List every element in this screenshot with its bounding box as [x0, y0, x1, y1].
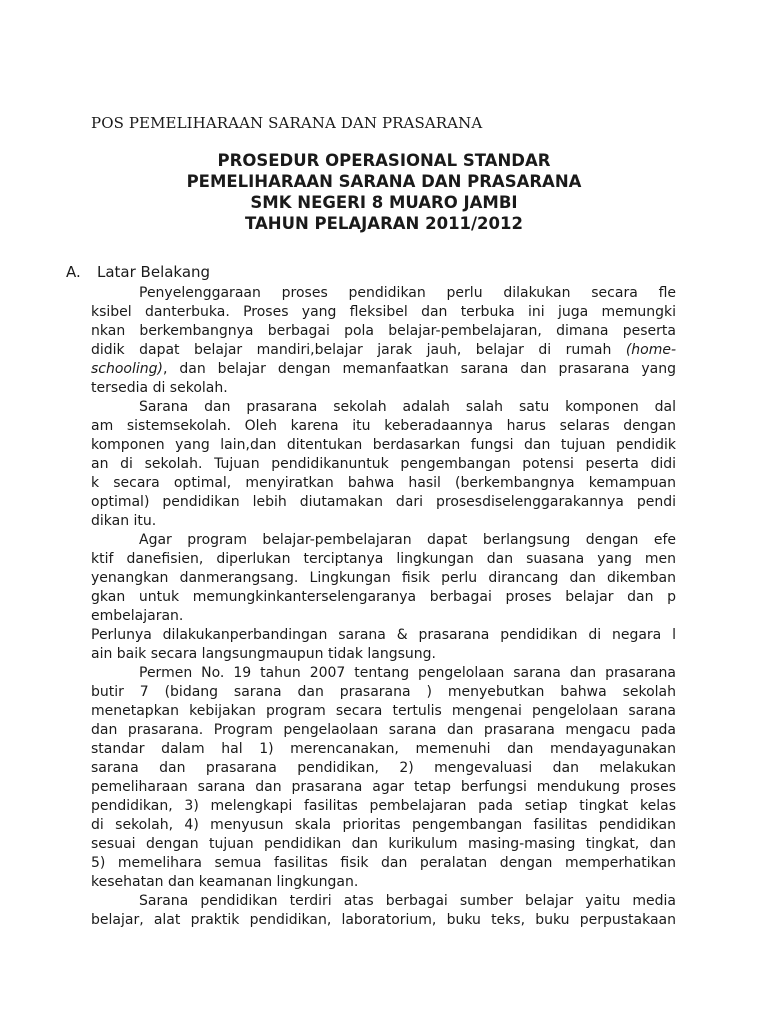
text-line: standar dalam hal 1) merencanakan, memenuhi dan mendayagunakan: [91, 741, 676, 757]
document-title: [0, 150, 768, 234]
text-line: pemeliharaan sarana dan prasarana agar tetap berfungsi mendukung proses: [91, 779, 676, 795]
text-line: 5) memelihara semua fasilitas fisik dan peralatan dengan memperhatikan: [91, 855, 676, 871]
text-line: didik dapat belajar mandiri,belajar jarak jauh, belajar di rumah (home-: [91, 342, 677, 358]
section-heading: [66, 263, 210, 281]
text-line: butir 7 (bidang sarana dan prasarana ) menyebutkan bahwa sekolah: [91, 684, 676, 700]
section-number: A.: [66, 263, 81, 281]
title-line: PEMELIHARAAN SARANA DAN PRASARANA: [186, 172, 582, 191]
text-line: Sarana dan prasarana sekolah adalah salah satu komponen dal: [139, 399, 676, 415]
text-line: pendidikan, 3) melengkapi fasilitas pembelajaran pada setiap tingkat kelas: [91, 798, 676, 814]
text-line: belajar, alat praktik pendidikan, laboratorium, buku teks, buku perpustakaan: [91, 912, 676, 928]
text-line: dan prasarana. Program pengelaolaan sarana dan prasarana mengacu pada: [91, 722, 676, 738]
text-line: sarana dan prasarana pendidikan, 2) mengevaluasi dan melakukan: [91, 760, 676, 776]
text-line: optimal) pendidikan lebih diutamakan dari prosesdiselenggarakannya pendi: [91, 494, 676, 510]
text-line: menetapkan kebijakan program secara tertulis mengenai pengelolaan sarana: [91, 703, 676, 719]
title-line: TAHUN PELAJARAN 2011/2012: [245, 214, 523, 233]
text-line: Sarana pendidikan terdiri atas berbagai sumber belajar yaitu media: [139, 893, 676, 909]
text-line: ktif danefisien, diperlukan terciptanya lingkungan dan suasana yang men: [91, 551, 676, 567]
text-line: Perlunya dilakukanperbandingan sarana & prasarana pendidikan di negara l: [91, 627, 676, 643]
text-line: embelajaran.: [91, 608, 184, 624]
title-line: SMK NEGERI 8 MUARO JAMBI: [250, 193, 518, 212]
body-text: [91, 284, 676, 930]
text-line: ain baik secara langsungmaupun tidak langsung.: [91, 646, 437, 662]
text-line: Penyelenggaraan proses pendidikan perlu dilakukan secara fle: [139, 285, 676, 301]
text-line: am sistemsekolah. Oleh karena itu keberadaannya harus selaras dengan: [91, 418, 676, 434]
text-line: dikan itu.: [91, 513, 157, 529]
text-line: kesehatan dan keamanan lingkungan.: [91, 874, 359, 890]
text-line: yenangkan danmerangsang. Lingkungan fisik perlu dirancang dan dikemban: [91, 570, 676, 586]
text-line: di sekolah, 4) menyusun skala prioritas pengembangan fasilitas pendidikan: [91, 817, 676, 833]
text-line: nkan berkembangnya berbagai pola belajar-pembelajaran, dimana peserta: [91, 323, 676, 339]
text-line: Agar program belajar-pembelajaran dapat berlangsung dengan efe: [139, 532, 676, 548]
title-line: PROSEDUR OPERASIONAL STANDAR: [217, 151, 551, 170]
text-line: komponen yang lain,dan ditentukan berdasarkan fungsi dan tujuan pendidik: [91, 437, 676, 453]
text-line: sesuai dengan tujuan pendidikan dan kurikulum masing-masing tingkat, dan: [91, 836, 676, 852]
document-header: POS PEMELIHARAAN SARANA DAN PRASARANA: [91, 114, 483, 132]
text-line: Permen No. 19 tahun 2007 tentang pengelolaan sarana dan prasarana: [139, 665, 676, 681]
text-line: an di sekolah. Tujuan pendidikanuntuk pengembangan potensi peserta didi: [91, 456, 676, 472]
text-line: schooling), dan belajar dengan memanfaatkan sarana dan prasarana yang: [91, 361, 676, 377]
section-title: Latar Belakang: [97, 263, 211, 281]
text-line: tersedia di sekolah.: [91, 380, 228, 396]
text-line: gkan untuk memungkinkanterselengaranya berbagai proses belajar dan p: [91, 589, 676, 605]
text-line: k secara optimal, menyiratkan bahwa hasil (berkembangnya kemampuan: [91, 475, 676, 491]
text-line: ksibel danterbuka. Proses yang fleksibel dan terbuka ini juga memungki: [91, 304, 676, 320]
